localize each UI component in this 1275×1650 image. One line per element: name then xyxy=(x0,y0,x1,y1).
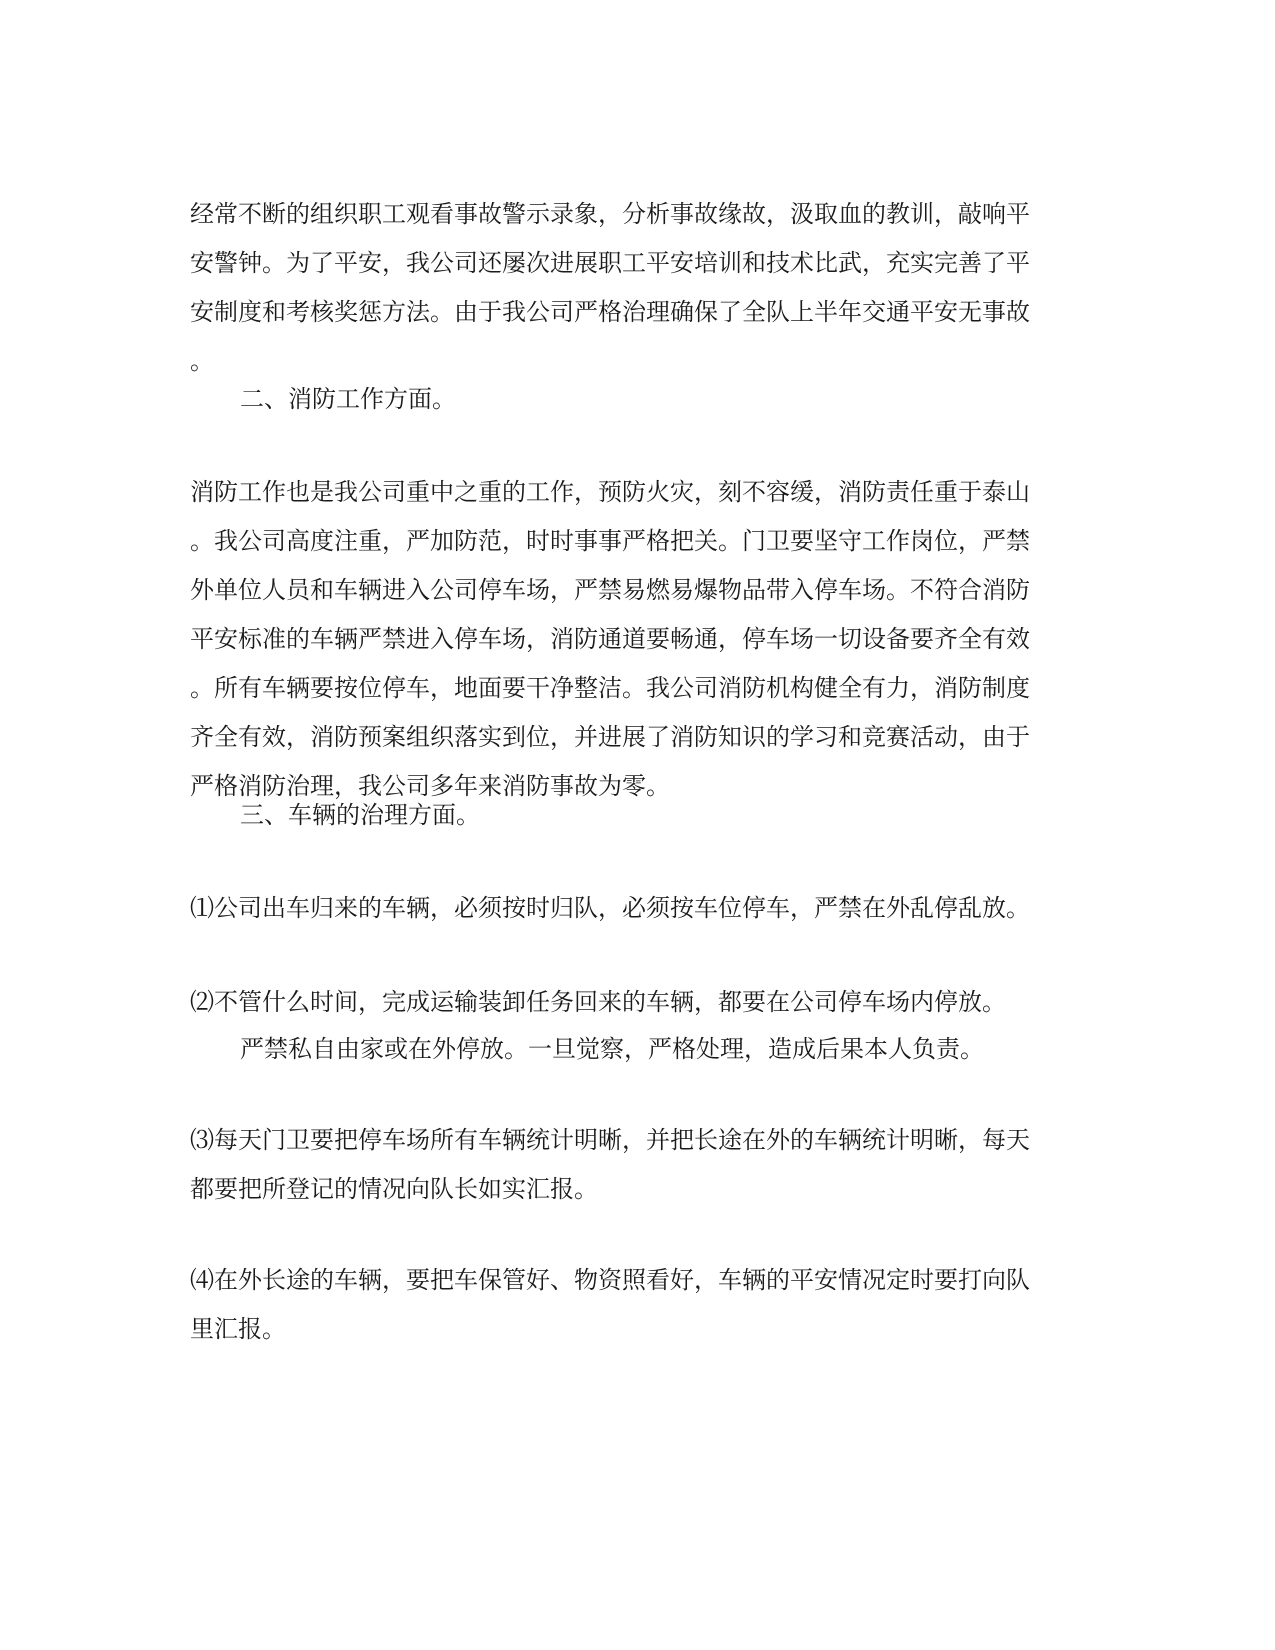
paragraph-line: 外单位人员和车辆进入公司停车场，严禁易燃易爆物品带入停车场。不符合消防 xyxy=(190,576,1030,604)
paragraph-line: 。我公司高度注重，严加防范，时时事事严格把关。门卫要坚守工作岗位，严禁 xyxy=(190,527,1030,555)
paragraph-line: 齐全有效，消防预案组织落实到位，并进展了消防知识的学习和竞赛活动，由于 xyxy=(190,723,1030,751)
paragraph-traffic-safety xyxy=(190,190,1070,386)
list-item-text: ⑵不管什么时间，完成运输装卸任务回来的车辆，都要在公司停车场内停放。 xyxy=(190,988,1006,1016)
list-item-text: 严禁私自由家或在外停放。一旦觉察，严格处理，造成后果本人负责。 xyxy=(240,1035,984,1063)
list-item-text: ⑷在外长途的车辆，要把车保管好、物资照看好，车辆的平安情况定时要打向队 xyxy=(190,1266,1030,1294)
paragraph-line: 安警钟。为了平安，我公司还屡次进展职工平安培训和技术比武，充实完善了平 xyxy=(190,249,1030,277)
list-item-text: 里汇报。 xyxy=(190,1315,286,1343)
list-item-text: ⑶每天门卫要把停车场所有车辆统计明晰，并把长途在外的车辆统计明晰，每天 xyxy=(190,1126,1030,1154)
list-item-text: 都要把所登记的情况向队长如实汇报。 xyxy=(190,1175,598,1203)
paragraph-line: 平安标准的车辆严禁进入停车场，消防通道要畅通，停车场一切设备要齐全有效 xyxy=(190,625,1030,653)
paragraph-line: 严格消防治理，我公司多年来消防事故为零。 xyxy=(190,772,670,800)
heading-text: 二、消防工作方面。 xyxy=(240,385,456,413)
section-heading-vehicles xyxy=(240,791,1070,840)
list-item-2-continuation xyxy=(240,1025,1070,1074)
paragraph-line: 。所有车辆要按位停车，地面要干净整洁。我公司消防机构健全有力，消防制度 xyxy=(190,674,1030,702)
heading-text: 三、车辆的治理方面。 xyxy=(240,801,480,829)
list-item-2 xyxy=(190,978,1070,1027)
paragraph-line: 。 xyxy=(190,347,214,375)
paragraph-fire-safety xyxy=(190,468,1070,811)
paragraph-line: 经常不断的组织职工观看事故警示录象，分析事故缘故，汲取血的教训，敲响平 xyxy=(190,200,1030,228)
list-item-text: ⑴公司出车归来的车辆，必须按时归队，必须按车位停车，严禁在外乱停乱放。 xyxy=(190,894,1030,922)
list-item-4 xyxy=(190,1256,1070,1354)
section-heading-fire xyxy=(240,375,1070,424)
paragraph-line: 安制度和考核奖惩方法。由于我公司严格治理确保了全队上半年交通平安无事故 xyxy=(190,298,1030,326)
list-item-1 xyxy=(190,884,1070,933)
list-item-3 xyxy=(190,1116,1070,1214)
paragraph-line: 消防工作也是我公司重中之重的工作，预防火灾，刻不容缓，消防责任重于泰山 xyxy=(190,478,1030,506)
